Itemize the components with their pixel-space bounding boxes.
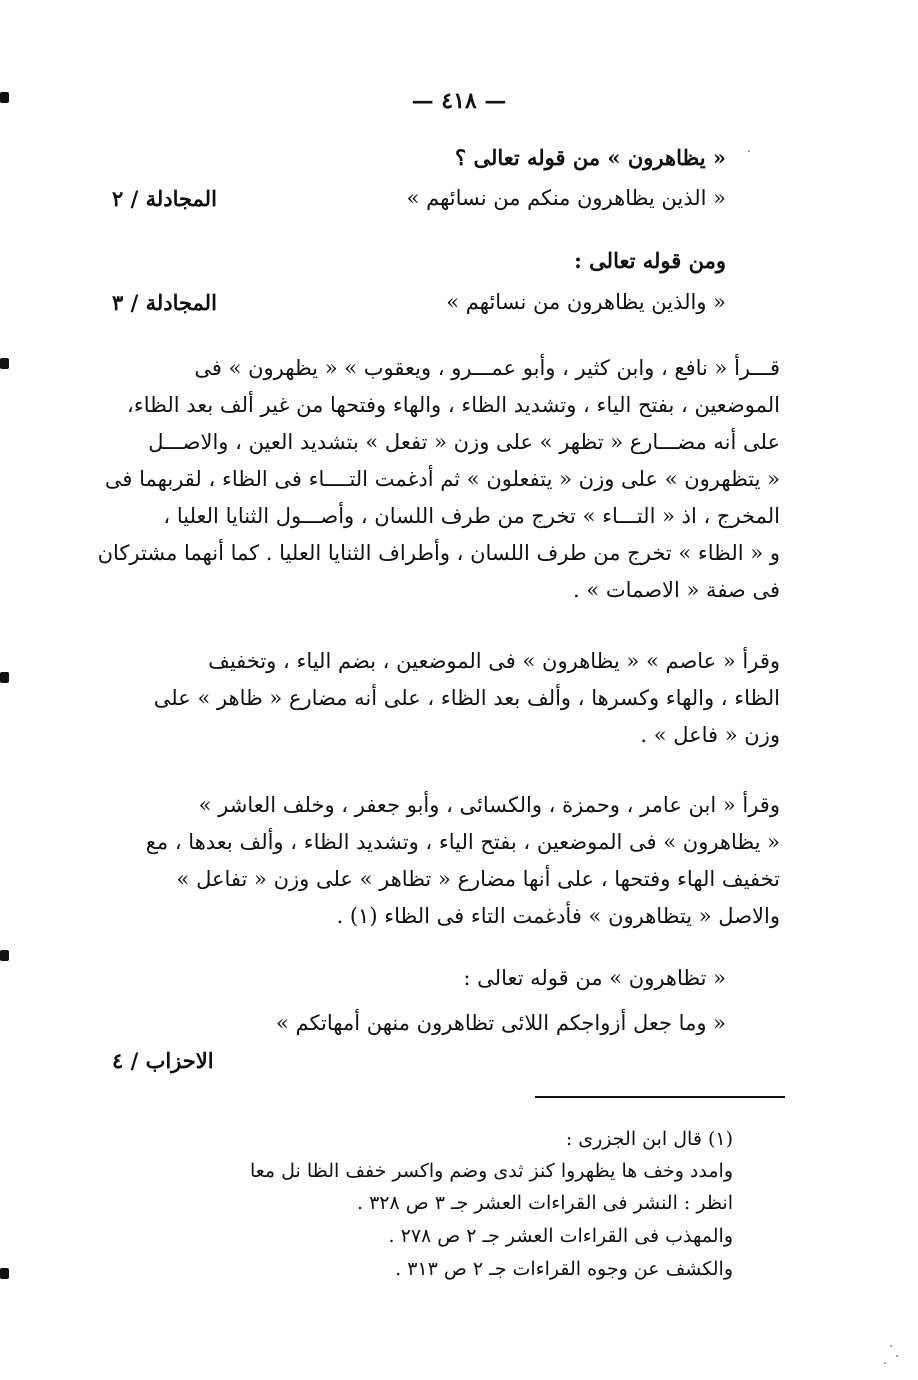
footnote-line: والمهذب فى القراءات العشر جـ ٢ ص ٢٧٨ . (388, 1225, 733, 1247)
scan-speck (884, 1362, 886, 1364)
paragraph-line: وزن « فاعل » . (640, 723, 780, 747)
page-number: — ٤١٨ — (411, 88, 507, 114)
surah-ref-2: المجادلة / ٣ (112, 290, 217, 315)
paragraph-line: الموضعين ، بفتح الياء ، وتشديد الظاء ، والهاء وفتحها من غير ألف بعد الظاء، (127, 393, 780, 417)
footnote-line: انظر : النشر فى القراءات العشر جـ ٣ ص ٣٢٨ . (357, 1192, 733, 1214)
surah-ref-1: المجادلة / ٢ (112, 186, 217, 211)
paragraph-line: الظاء ، والهاء وكسرها ، وألف بعد الظاء ، على أنه مضارع « ظاهر » على (153, 686, 780, 710)
footnote-divider (535, 1096, 785, 1098)
footnote-line: (١) قال ابن الجزرى : (565, 1128, 733, 1150)
paragraph-line: وقرأ « عاصم » « يظاهرون » فى الموضعين ، بضم الياء ، وتخفيف (208, 649, 780, 673)
binding-mark (0, 950, 9, 961)
scan-speck (748, 150, 750, 152)
intro-2: ومن قوله تعالى : (574, 248, 726, 273)
paragraph-line: وقرأ « ابن عامر ، وحمزة ، والكسائى ، وأبو جعفر ، وخلف العاشر » (198, 793, 780, 817)
verse-2: « والذين يظاهرون من نسائهم » (446, 290, 726, 314)
paragraph-line: تخفيف الهاء وفتحها ، على أنها مضارع « تظاهر » على وزن « تفاعل » (176, 867, 780, 891)
verse-1: « الذين يظاهرون منكم من نسائهم » (406, 186, 726, 210)
paragraph-line: المخرج ، اذ « التـــاء » تخرج من طرف اللسان ، وأصـــول الثنايا العليا ، (163, 504, 780, 528)
footnote-line: وامدد وخف ها يظهروا كنز ثدى وضم واكسر خفف الظا نل معا (249, 1160, 733, 1182)
binding-mark (0, 358, 9, 369)
paragraph-2 (108, 643, 780, 754)
paragraph-line: فى صفة « الاصمات » . (573, 578, 780, 602)
paragraph-line: على أنه مضـــارع « تظهر » على وزن « تفعل » بتشديد العين ، والاصـــل (148, 430, 780, 454)
paragraph-line: والاصل « يتظاهرون » فأدغمت التاء فى الظاء (١) . (336, 904, 780, 928)
paragraph-line: « يتظهرون » على وزن « يتفعلون » ثم أدغمت التــــاء فى الظاء ، لقربهما فى (104, 467, 780, 491)
binding-mark (0, 672, 9, 683)
binding-mark (0, 1268, 9, 1279)
footnote-line: والكشف عن وجوه القراءات جـ ٢ ص ٣١٣ . (395, 1258, 733, 1280)
scan-speck (896, 1355, 898, 1357)
paragraph-line: و « الظاء » تخرج من طرف اللسان ، وأطراف الثنايا العليا . كما أنهما مشتركان (97, 541, 780, 565)
surah-ref-3: الاحزاب / ٤ (112, 1048, 214, 1073)
section1-heading: « يظاهرون » من قوله تعالى ؟ (454, 145, 726, 170)
paragraph-1 (97, 350, 780, 609)
binding-mark (0, 92, 9, 103)
verse-3: « وما جعل أزواجكم اللائى تظاهرون منهن أمهاتكم » (275, 1011, 726, 1035)
section2-heading: « تظاهرون » من قوله تعالى : (463, 966, 726, 990)
paragraph-line: قـــرأ « نافع ، وابن كثير ، وأبو عمـــرو ، ويعقوب » « يظهرون » فى (194, 356, 780, 380)
scan-speck (890, 1345, 892, 1347)
paragraph-3 (108, 787, 780, 935)
paragraph-line: « يظاهرون » فى الموضعين ، بفتح الياء ، وتشديد الظاء ، وألف بعدها ، مع (145, 830, 780, 854)
